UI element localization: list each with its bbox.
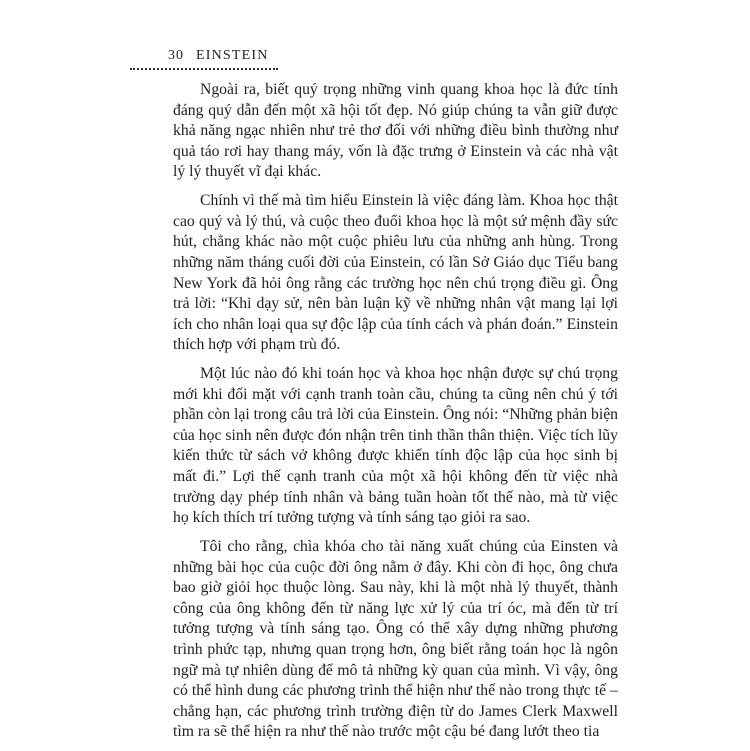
header-divider xyxy=(130,68,278,70)
paragraph: Tôi cho rằng, chìa khóa cho tài năng xuất chúng của Einsten và những bài học của cuộc đời ông nằm ở đây. Khi còn đi học, ông chưa bao giờ giỏi học thuộc lòng. Sau này, khi là một nhà lý thuyết, thành công của ông không đến từ năng lực xử lý của trí óc, mà đến từ trí tưởng tượng và tính sáng tạo. Ông có thể xây dựng những phương trình phức tạp, nhưng quan trọng hơn, ông biết rằng toán học là ngôn ngữ mà tự nhiên dùng để mô tả những kỳ quan của mình. Vì vậy, ông có thể hình dung các phương trình thể hiện như thế nào trong thực tế – chẳng hạn, các phương trình trường điện từ do James Clerk Maxwell tìm ra sẽ thể hiện ra như thế nào trước một cậu bé đang lướt theo tia xyxy=(173,538,618,741)
paragraph: Một lúc nào đó khi toán học và khoa học nhận được sự chú trọng mới khi đối mặt với cạnh tranh toàn cầu, chúng ta cũng nên chú ý tới phần còn lại trong câu trả lời của Einstein. Ông nói: “Những phản biện của học sinh nên được đón nhận trên tinh thần thân thiện. Việc tích lũy kiến thức từ sách vở không được khiến tính độc lập của học sinh bị mất đi.” Lợi thế cạnh tranh của một xã hội không đến từ việc nhà trường dạy phép tính nhân và bảng tuần hoàn tốt thế nào, mà từ việc họ kích thích trí tưởng tượng và tính sáng tạo giỏi ra sao. xyxy=(173,365,618,527)
paragraph: Chính vì thế mà tìm hiểu Einstein là việc đáng làm. Khoa học thật cao quý và lý thú, và cuộc theo đuổi khoa học là một sứ mệnh đầy sức hút, chẳng khác nào một cuộc phiêu lưu của những anh hùng. Trong những năm tháng cuối đời của Einstein, có lần Sở Giáo dục Tiểu bang New York đã hỏi ông rằng các trường học nên chú trọng điều gì. Ông trả lời: “Khi dạy sử, nên bàn luận kỹ về những nhân vật mang lại lợi ích cho nhân loại qua sự độc lập của tính cách và phán đoán.” Einstein thích hợp với phạm trù đó. xyxy=(173,192,618,354)
paragraph: Ngoài ra, biết quý trọng những vinh quang khoa học là đức tính đáng quý dẫn đến một xã hội tốt đẹp. Nó giúp chúng ta vẫn giữ được khả năng ngạc nhiên như trẻ thơ đối với những điều bình thường như quả táo rơi hay thang máy, vốn là đặc trưng ở Einstein và các nhà vật lý lý thuyết vĩ đại khác. xyxy=(173,81,618,181)
running-title: EINSTEIN xyxy=(196,48,269,63)
page-number: 30 xyxy=(168,48,184,63)
running-header xyxy=(130,48,278,70)
body-text xyxy=(173,80,618,751)
